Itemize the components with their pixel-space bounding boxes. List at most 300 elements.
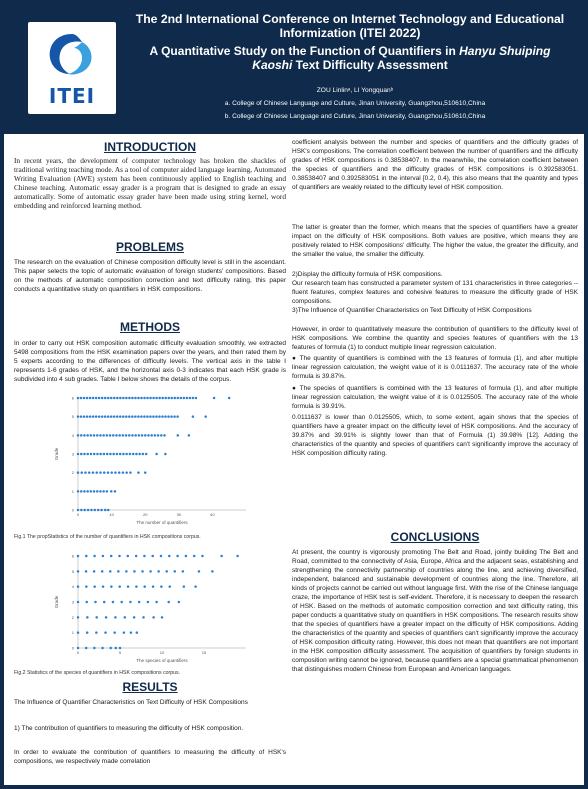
x-tick-label: 20	[142, 512, 148, 517]
data-point	[127, 555, 130, 558]
data-point	[220, 555, 223, 558]
data-point	[95, 397, 98, 400]
data-point	[77, 509, 80, 512]
author-names: ZOU Linlinᵃ, LI Yongquanᵇ	[316, 87, 394, 94]
x-tick-label: 40	[210, 512, 215, 517]
poster-body	[4, 134, 584, 785]
data-point	[155, 453, 158, 456]
data-point	[89, 415, 92, 418]
x-tick-label: 15	[201, 650, 207, 655]
data-point	[125, 570, 128, 573]
data-point	[183, 397, 186, 400]
data-point	[157, 570, 160, 573]
conclusions-heading: CONCLUSIONS	[390, 530, 480, 544]
x-tick-label: 5	[118, 650, 122, 655]
data-point	[90, 453, 93, 456]
data-point	[236, 555, 239, 558]
data-point	[110, 555, 113, 558]
data-point	[167, 397, 170, 400]
data-point	[113, 631, 116, 634]
data-point	[93, 453, 96, 456]
data-point	[155, 601, 158, 604]
data-point	[86, 490, 89, 493]
data-point	[188, 434, 191, 437]
data-point	[77, 647, 80, 650]
data-point	[167, 415, 170, 418]
data-point	[80, 397, 83, 400]
data-point	[143, 585, 146, 588]
data-point	[83, 397, 86, 400]
data-point	[143, 415, 146, 418]
data-point	[173, 415, 176, 418]
x-tick-label: 10	[159, 650, 165, 655]
data-point	[161, 616, 164, 619]
data-point	[177, 397, 180, 400]
chart-2	[50, 550, 254, 670]
data-point	[104, 509, 107, 512]
data-point	[116, 397, 119, 400]
data-point	[95, 415, 98, 418]
data-point	[92, 415, 95, 418]
data-point	[112, 453, 115, 456]
data-point	[122, 453, 125, 456]
results-p3: In order to evaluate the contribution of quantifiers to measuring the difficulty of HSK's compositions, we respectively made correlation	[14, 749, 286, 765]
data-point	[152, 397, 155, 400]
data-point	[142, 616, 145, 619]
data-point	[98, 415, 101, 418]
data-point	[125, 471, 128, 474]
y-tick-label: 6	[71, 395, 74, 401]
data-point	[195, 397, 198, 400]
results-p1: The Influence of Quantifier Characteristics on Text Difficulty of HSK Compositions	[14, 699, 248, 706]
data-point	[131, 397, 134, 400]
data-point	[114, 490, 117, 493]
data-point	[125, 434, 128, 437]
data-point	[119, 453, 122, 456]
data-point	[102, 585, 105, 588]
data-point	[152, 415, 155, 418]
data-point	[93, 570, 96, 573]
data-point	[77, 601, 80, 604]
data-point	[135, 555, 138, 558]
data-point	[77, 555, 80, 558]
data-point	[110, 415, 113, 418]
data-point	[127, 585, 129, 588]
data-point	[176, 555, 179, 558]
data-point	[107, 397, 110, 400]
data-point	[118, 434, 121, 437]
data-point	[177, 434, 180, 437]
data-point	[138, 434, 141, 437]
data-point	[170, 397, 173, 400]
data-point	[104, 631, 107, 634]
data-point	[94, 601, 97, 604]
methods-heading: METHODS	[120, 320, 180, 334]
y-tick-label: 1	[71, 488, 74, 494]
chart-1	[50, 392, 254, 532]
data-point	[100, 509, 103, 512]
logo-text: ITEI	[48, 84, 96, 108]
introduction-text: In recent years, the development of computer technology has broken the shackles of traditional writing teaching mode. As a tool of computer aided language learning, Automated Writing Evaluation (AWE) system has been continuously applied to English teaching and Chinese teaching. Automatic essay grader is a program that is designed to grade an essay automatically. Some of automatic essay grader have been made using string kernel, word embedding and reinforced learning method.	[14, 156, 286, 211]
data-point	[119, 647, 122, 650]
data-point	[228, 397, 231, 400]
data-point	[189, 397, 192, 400]
data-point	[77, 585, 80, 588]
data-point	[131, 415, 134, 418]
data-point	[93, 555, 96, 558]
data-point	[163, 434, 166, 437]
data-point	[122, 397, 125, 400]
data-point	[90, 490, 93, 493]
data-point	[77, 397, 80, 400]
data-point	[204, 415, 207, 418]
data-point	[99, 490, 102, 493]
data-point	[103, 453, 106, 456]
data-point	[185, 555, 188, 558]
data-point	[77, 434, 80, 437]
data-point	[102, 434, 105, 437]
data-point	[77, 616, 80, 619]
data-point	[99, 453, 102, 456]
chart-2-caption: Fig.2 Statistics of the species of quantifiers in HSK compositions corpus.	[14, 670, 181, 676]
data-point	[129, 471, 132, 474]
data-point	[83, 453, 86, 456]
data-point	[110, 647, 113, 650]
data-point	[124, 616, 127, 619]
data-point	[144, 471, 147, 474]
data-point	[134, 434, 137, 437]
data-point	[83, 490, 86, 493]
data-point	[77, 471, 80, 474]
y-tick-label: 3	[71, 599, 74, 605]
data-point	[158, 415, 161, 418]
data-point	[107, 471, 110, 474]
data-point	[211, 570, 214, 573]
data-point	[137, 397, 140, 400]
data-point	[118, 555, 121, 558]
affiliation-a: a. College of Chinese Language and Culture, Jinan University, Guangzhou,510610,China	[224, 100, 486, 107]
data-point	[95, 631, 98, 634]
data-point	[174, 397, 177, 400]
data-point	[213, 397, 216, 400]
conference-title: The 2nd International Conference on Internet Technology and Educational Informization (ITEI 2022)	[135, 12, 565, 40]
problems-text: The research on the evaluation of Chinese composition difficulty level is still in the ascendant. This paper selects the topic of automatic evaluation of foreign students' compositions. Based on the methods of automatic composition correction and text difficulty rating, this paper conducts a quantitative study on quantifiers in HSK compositions.	[14, 259, 286, 293]
data-point	[149, 570, 152, 573]
data-point	[155, 415, 158, 418]
data-point	[135, 585, 138, 588]
data-point	[83, 509, 86, 512]
data-point	[170, 415, 173, 418]
data-point	[77, 490, 80, 493]
data-point	[129, 453, 132, 456]
data-point	[119, 415, 122, 418]
data-point	[152, 585, 155, 588]
data-point	[119, 397, 122, 400]
data-point	[93, 585, 96, 588]
y-tick-label: 4	[71, 432, 74, 438]
data-point	[110, 490, 113, 493]
data-point	[201, 555, 204, 558]
data-point	[128, 397, 131, 400]
data-point	[84, 471, 87, 474]
data-point	[109, 434, 112, 437]
data-point	[176, 415, 179, 418]
y-tick-label: 2	[71, 614, 74, 620]
data-point	[151, 555, 154, 558]
data-point	[86, 415, 89, 418]
data-point	[138, 453, 141, 456]
data-point	[96, 453, 99, 456]
data-point	[110, 397, 113, 400]
data-point	[99, 434, 102, 437]
data-point	[194, 585, 197, 588]
chart-1-caption: Fig.1 The propStatistics of the number of quantifiers in HSK compositions corpus.	[14, 534, 201, 540]
data-point	[134, 415, 137, 418]
data-point	[90, 509, 93, 512]
data-point	[158, 397, 161, 400]
chart-1-svg	[50, 392, 254, 532]
data-point	[93, 434, 96, 437]
paper-title	[130, 44, 570, 72]
data-point	[118, 585, 121, 588]
data-point	[77, 570, 80, 573]
data-point	[83, 434, 86, 437]
data-point	[155, 397, 158, 400]
x-tick-label: 0	[76, 512, 80, 517]
data-point	[152, 616, 155, 619]
data-point	[160, 434, 163, 437]
data-point	[128, 415, 131, 418]
data-point	[80, 434, 83, 437]
data-point	[141, 434, 144, 437]
data-point	[116, 415, 119, 418]
data-point	[110, 585, 113, 588]
data-point	[137, 415, 140, 418]
y-tick-label: 5	[71, 568, 74, 574]
data-point	[83, 415, 86, 418]
data-point	[90, 434, 93, 437]
data-point	[77, 631, 80, 634]
data-point	[87, 509, 90, 512]
data-point	[149, 397, 152, 400]
data-point	[140, 415, 143, 418]
data-point	[122, 471, 125, 474]
logo-swirl-icon	[42, 28, 102, 84]
data-point	[192, 415, 195, 418]
data-point	[143, 555, 146, 558]
y-tick-label: 1	[71, 630, 74, 636]
right-p3: 2)Display the difficulty formula of HSK compositions.	[292, 271, 443, 278]
chart-2-svg	[50, 550, 254, 670]
data-point	[101, 415, 104, 418]
data-point	[131, 434, 134, 437]
authors-block	[140, 86, 570, 122]
data-point	[180, 397, 183, 400]
data-point	[113, 415, 116, 418]
data-point	[147, 601, 150, 604]
data-point	[95, 616, 98, 619]
data-point	[116, 453, 119, 456]
data-point	[105, 616, 108, 619]
results-p2: 1) The contribution of quantifiers to measuring the difficulty of HSK composition.	[14, 725, 244, 732]
right-p9: 0.0111637 is lower than 0.0125505, which, to some extent, again shows that the species of quantifiers have a greater impact on the difficulty level of HSK compositions. And the accuracy of 39.87% and 39.91% is slightly lower than that of Formula (1) 39.98% [12]. Adding the characteristics of the quantity and species of quantifiers can't significantly improve the accuracy of HSK composition difficulty rating.	[292, 414, 578, 457]
data-point	[192, 397, 195, 400]
data-point	[122, 434, 125, 437]
data-point	[167, 601, 170, 604]
data-point	[134, 397, 137, 400]
data-point	[165, 570, 168, 573]
data-point	[77, 453, 80, 456]
y-tick-label: 3	[71, 451, 74, 457]
data-point	[102, 490, 105, 493]
y-axis-title: Grade	[54, 595, 59, 609]
data-point	[118, 471, 121, 474]
data-point	[133, 570, 136, 573]
data-point	[113, 397, 116, 400]
data-point	[109, 453, 112, 456]
data-point	[168, 555, 171, 558]
conclusions-text: At present, the country is vigorously promoting The Belt and Road, jointly building The Belt and Road, committed to the connectivity of Asia, Europe, Africa and the adjacent seas, establishing and strengthening the connectivity partnership of countries along the line, and achieving diversified, independent, balanced and sustainable development of countries along the line. Therefore, all kinds of projects cannot be carried out without language first. With the rise of the Chinese language craze, the importance of HSK test is self-evident. Therefore, it is necessary to deepen the research of HSK. Based on the methods of automatic composition correction and text difficulty rating, this paper conducts a quantitative study on quantifiers in HSK compositions. The research results show that the species of quantifiers have a greater impact on the difficulty of HSK compositions. Adding the characteristics of the quantity and species of quantifiers can't significantly improve the accuracy of HSK composition difficulty rating. However, this does not mean that quantifiers are not important in the HSK composition difficulty assessment. The acquisition of quantifiers by foreign students in composition writing cannot be ignored, because quantifiers are a special grammatical phenomenon that distinguishes modern Chinese from European and American languages.	[292, 549, 578, 673]
y-tick-label: 2	[71, 470, 74, 476]
data-point	[110, 471, 113, 474]
data-point	[86, 453, 89, 456]
introduction-heading: INTRODUCTION	[104, 140, 196, 154]
data-point	[106, 490, 109, 493]
data-point	[193, 555, 196, 558]
data-point	[103, 471, 106, 474]
x-axis-title: The number of quantifiers	[136, 520, 188, 525]
right-p1: coefficient analysis between the number and species of quantifiers and the difficulty grades of HSK's compositions. The correlation coefficient between the number of quantifiers and the difficulty grades of HSK compositions is 0.38538407. In the meanwhile, the correlation coefficient between the species of quantifiers and the difficulty grades of HSK compositions is 0.392583051. 0.38538407 and 0.392583051 in the interval [0.2, 0.4), this also means that the quantity and types of quantifiers are weakly related to the difficulty level of HSK composition.	[292, 139, 578, 191]
data-point	[132, 453, 135, 456]
data-point	[164, 453, 167, 456]
data-point	[80, 490, 83, 493]
data-point	[96, 434, 99, 437]
data-point	[145, 453, 148, 456]
data-point	[80, 509, 83, 512]
data-point	[123, 631, 126, 634]
data-point	[101, 647, 104, 650]
data-point	[141, 570, 144, 573]
data-point	[97, 509, 100, 512]
data-point	[137, 471, 140, 474]
data-point	[147, 434, 150, 437]
data-point	[164, 397, 167, 400]
data-point	[138, 601, 141, 604]
data-point	[92, 397, 95, 400]
data-point	[157, 434, 160, 437]
problems-heading: PROBLEMS	[115, 240, 184, 254]
x-tick-label: 30	[176, 512, 182, 517]
data-point	[85, 601, 88, 604]
data-point	[120, 601, 123, 604]
data-point	[103, 601, 106, 604]
data-point	[89, 397, 92, 400]
data-point	[160, 555, 163, 558]
data-point	[86, 616, 89, 619]
y-tick-label: 5	[71, 414, 74, 420]
data-point	[80, 415, 83, 418]
itei-logo	[28, 22, 116, 114]
data-point	[86, 631, 89, 634]
x-axis-title: The species of quantifiers	[136, 658, 188, 663]
data-point	[93, 490, 96, 493]
data-point	[183, 585, 186, 588]
data-point	[130, 631, 133, 634]
data-point	[143, 397, 146, 400]
data-point	[135, 453, 138, 456]
data-point	[85, 570, 88, 573]
data-point	[161, 415, 164, 418]
data-point	[98, 397, 101, 400]
data-point	[114, 616, 117, 619]
data-point	[182, 570, 185, 573]
data-point	[96, 490, 99, 493]
right-p5: 3)The Influence of Quantifier Characteristics on Text Difficulty of HSK Compositions	[292, 307, 532, 314]
data-point	[107, 415, 110, 418]
data-point	[122, 415, 125, 418]
data-point	[146, 397, 149, 400]
data-point	[128, 434, 131, 437]
data-point	[174, 570, 177, 573]
data-point	[154, 434, 157, 437]
data-point	[149, 415, 152, 418]
data-point	[142, 453, 145, 456]
data-point	[92, 471, 95, 474]
data-point	[101, 397, 104, 400]
data-point	[140, 397, 143, 400]
data-point	[94, 509, 97, 512]
data-point	[77, 415, 80, 418]
data-point	[146, 415, 149, 418]
data-point	[107, 509, 110, 512]
data-point	[161, 397, 164, 400]
data-point	[150, 434, 153, 437]
data-point	[106, 453, 109, 456]
methods-text: In order to carry out HSK composition automatic difficulty evaluation smoothly, we extracted 5498 compositions from the HSK examination papers over the years, and then rated them by 5 experts according to the differences of difficulty levels. The vertical axis in the table Ⅰ represents 1-6 grades of HSK, and the horizontal axis 0-3 indicates that each HSK grade is subdivided into 4 sub grades. Table Ⅰ below shows the details of the corpus.	[14, 340, 286, 383]
x-tick-label: 10	[109, 512, 114, 517]
right-p2: The latter is greater than the former, which means that the species of quantifiers have a greater impact on the difficulty of HSK compositions. Both values are positive, which means they are positively related to HSK compositions' difficulty. The higher the value, the greater the difficulty, and the smaller the value, the smaller the difficulty.	[292, 224, 578, 258]
data-point	[168, 585, 171, 588]
paper-title-pre: A Quantitative Study on the Function of Quantifiers in	[149, 44, 460, 58]
y-tick-label: 6	[71, 553, 74, 559]
data-point	[99, 471, 102, 474]
data-point	[164, 415, 167, 418]
y-tick-label: 4	[71, 584, 74, 590]
data-point	[85, 647, 88, 650]
data-point	[85, 555, 88, 558]
data-point	[125, 453, 128, 456]
data-point	[104, 415, 107, 418]
data-point	[86, 397, 89, 400]
data-point	[115, 647, 118, 650]
right-p4: Our research team has constructed a parameter system of 131 characteristics in three categories -- fluent features, complex features and cohesive features to measure the difficulty grade of HSK compositions.	[292, 280, 578, 305]
data-point	[125, 415, 128, 418]
affiliation-b: b. College of Chinese Language and Culture, Jinan University, Guangzhou,510610,China	[224, 113, 486, 120]
data-point	[93, 647, 96, 650]
right-p8: ● The species of quantifiers is combined with the 13 features of formula (1), and after multiple linear regression calculation, the weight value of it is 0.0125505. The accuracy rate of the whole formula is 39.91%.	[292, 385, 578, 410]
data-point	[133, 616, 136, 619]
right-p7: ● The quantity of quantifiers is combined with the 13 features of formula (1), and after multiple linear regression calculation, the weight value of it is 0.0111637. The accuracy rate of the whole formula is 39.87%.	[292, 355, 578, 380]
data-point	[112, 601, 115, 604]
data-point	[129, 601, 132, 604]
data-point	[109, 570, 112, 573]
data-point	[80, 471, 83, 474]
data-point	[104, 397, 107, 400]
data-point	[115, 434, 118, 437]
data-point	[136, 631, 139, 634]
data-point	[198, 570, 201, 573]
data-point	[186, 397, 189, 400]
